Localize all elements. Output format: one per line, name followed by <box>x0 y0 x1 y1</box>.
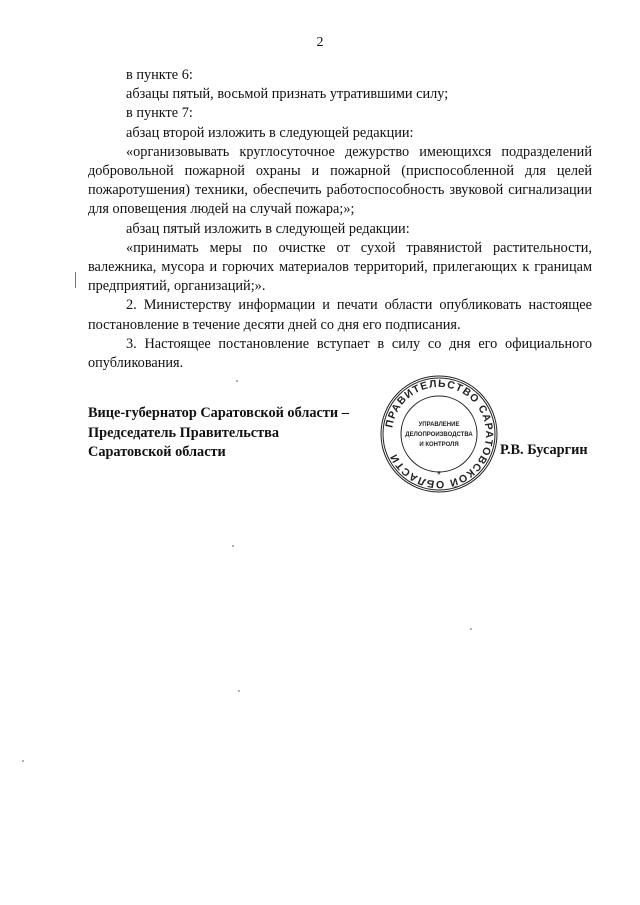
signatory-title-line: Председатель Правительства <box>88 424 280 441</box>
scan-speck <box>232 545 234 547</box>
seal-star: * <box>437 470 441 481</box>
signatory-title <box>88 404 349 463</box>
signatory-title-line: Вице-губернатор Саратовской области – <box>88 405 349 421</box>
scan-speck <box>236 380 238 382</box>
paragraph-point7-instruction: абзац второй изложить в следующей редакции: <box>126 124 414 141</box>
seal-outer-text: ПРАВИТЕЛЬСТВО САРАТОВСКОЙ ОБЛАСТИ <box>383 377 496 491</box>
paragraph-point6-text: абзацы пятый, восьмой признать утратившими силу; <box>126 86 449 103</box>
signatory-title-line: Саратовской области <box>88 444 226 460</box>
seal-inner-line: УПРАВЛЕНИЕ <box>418 422 460 428</box>
paragraph-point7-header: в пункте 7: <box>126 105 193 122</box>
seal-inner-line: И КОНТРОЛЯ <box>419 442 459 448</box>
scan-speck <box>470 628 472 630</box>
paragraph-quote-duty: «организовывать круглосуточное дежурство имеющихся подразделений добровольной пожарной охраны и пожарной (приспособленной для целей пожаротушения) техники, обеспечить работоспособность звуковой сигнализации для оповещения людей на случай пожара;»; <box>88 143 592 218</box>
seal-inner-line: ДЕЛОПРОИЗВОДСТВА <box>405 432 473 438</box>
official-seal <box>379 374 499 494</box>
signatory-name: Р.В. Бусаргин <box>500 442 588 458</box>
paragraph-quote-cleanup: «принимать меры по очистке от сухой травянистой растительности, валежника, мусора и горючих материалов территорий, прилегающих к границам предприятий, организаций;». <box>88 239 592 295</box>
page-number: 2 <box>316 35 324 50</box>
paragraph-item-3: 3. Настоящее постановление вступает в силу со дня его официального опубликования. <box>88 335 592 372</box>
document-body <box>88 66 592 373</box>
paragraph-point7-instruction-2: абзац пятый изложить в следующей редакции: <box>126 220 410 237</box>
margin-mark <box>75 272 76 288</box>
paragraph-item-2: 2. Министерству информации и печати области опубликовать настоящее постановление в течение десяти дней со дня его подписания. <box>88 297 592 333</box>
scan-speck <box>22 760 24 762</box>
paragraph-point6-header: в пункте 6: <box>126 67 193 83</box>
scan-speck <box>238 690 240 692</box>
